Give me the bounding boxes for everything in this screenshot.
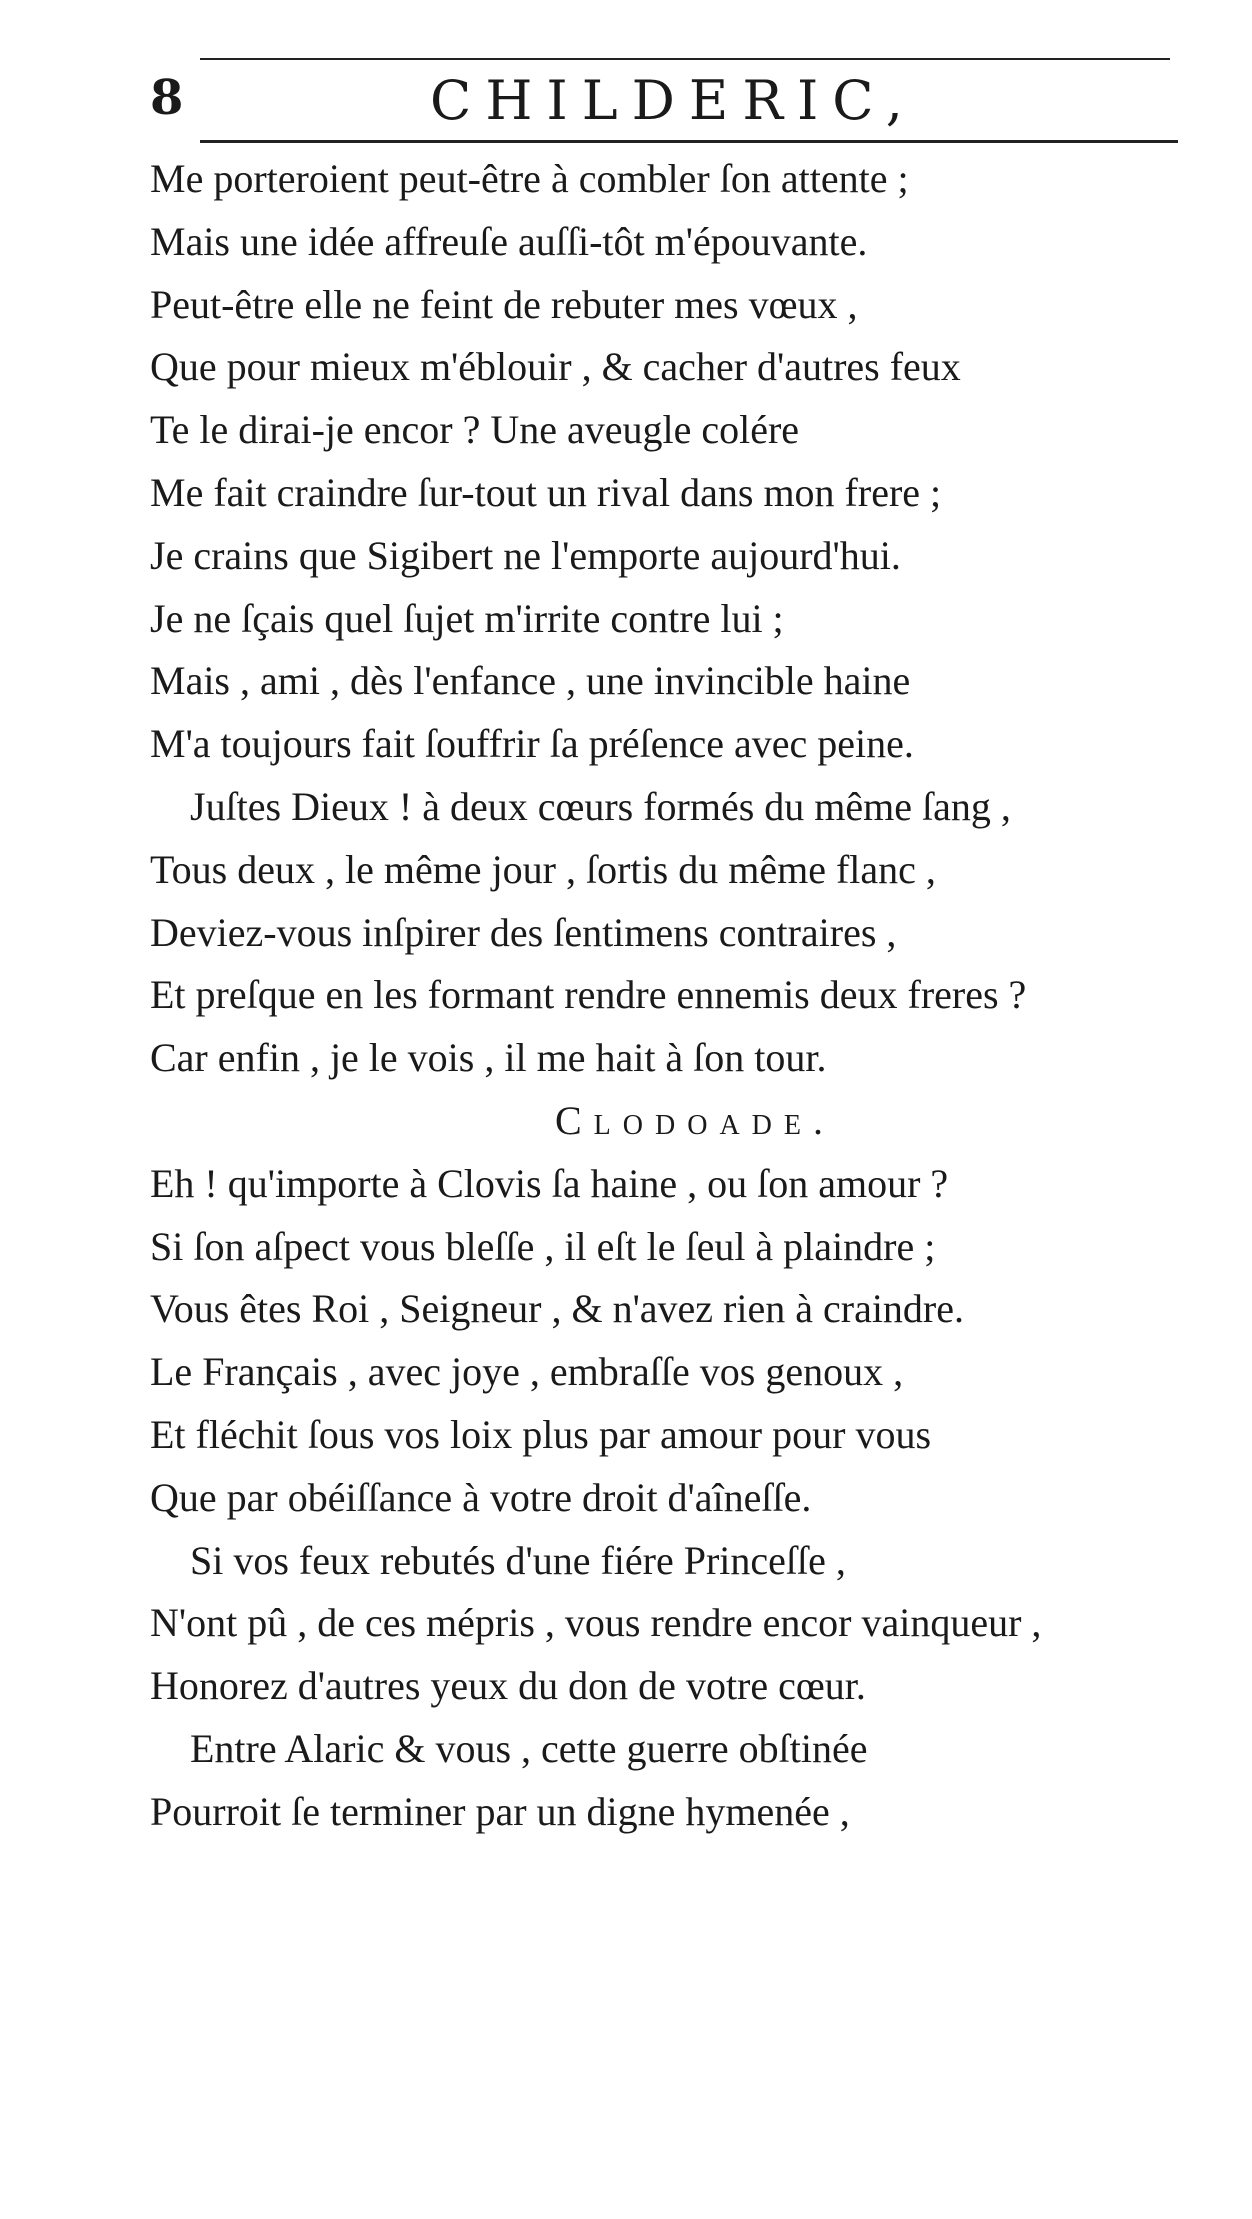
verse-text <box>150 148 1180 1844</box>
verse-line: Si vos feux rebutés d'une fiére Princeſſe , <box>190 1537 846 1583</box>
verse-line: Mais , ami , dès l'enfance , une invincible haine <box>150 658 911 704</box>
speaker-name: Clodoade. <box>555 1097 835 1143</box>
verse-line: Tous deux , le même jour , ſortis du même flanc , <box>150 846 936 892</box>
verse-line: Deviez-vous inſpirer des ſentimens contraires , <box>150 909 897 955</box>
verse-line: Pourroit ſe terminer par un digne hymenée , <box>150 1788 850 1834</box>
top-rule <box>200 58 1170 60</box>
verse-line: Peut-être elle ne feint de rebuter mes vœux , <box>150 281 858 327</box>
verse-line: Car enfin , je le vois , il me hait à ſon tour. <box>150 1035 827 1081</box>
verse-line: Et preſque en les formant rendre ennemis deux freres ? <box>150 972 1027 1018</box>
verse-line: Que par obéiſſance à votre droit d'aîneſſe. <box>150 1474 812 1520</box>
page-number: 8 <box>150 70 184 126</box>
verse-line: M'a toujours fait ſouffrir ſa préſence avec peine. <box>150 721 914 767</box>
verse-line: Et fléchit ſous vos loix plus par amour pour vous <box>150 1411 932 1457</box>
running-head: CHILDERIC, <box>430 69 917 132</box>
verse-line: Honorez d'autres yeux du don de votre cœur. <box>150 1663 866 1709</box>
verse-line: Mais une idée affreuſe auſſi-tôt m'épouvante. <box>150 218 868 264</box>
verse-line: Je crains que Sigibert ne l'emporte aujourd'hui. <box>150 532 901 578</box>
verse-line: Eh ! qu'importe à Clovis ſa haine , ou ſon amour ? <box>150 1160 949 1206</box>
verse-line: Me porteroient peut-être à combler ſon attente ; <box>150 156 909 201</box>
verse-line: Que pour mieux m'éblouir , & cacher d'autres feux <box>150 344 961 390</box>
verse-line: Te le dirai-je encor ? Une aveugle colére <box>150 407 800 453</box>
verse-line: Le Français , avec joye , embraſſe vos genoux , <box>150 1349 904 1395</box>
verse-line: Je ne ſçais quel ſujet m'irrite contre lui ; <box>150 595 784 641</box>
verse-line: Juſtes Dieux ! à deux cœurs formés du même ſang , <box>190 783 1011 829</box>
header-rule <box>200 140 1178 143</box>
verse-line: N'ont pû , de ces mépris , vous rendre encor vainqueur , <box>150 1600 1042 1646</box>
verse-line: Si ſon aſpect vous bleſſe , il eſt le ſeul à plaindre ; <box>150 1223 936 1269</box>
verse-line: Me fait craindre ſur-tout un rival dans mon frere ; <box>150 469 942 515</box>
verse-line: Vous êtes Roi , Seigneur , & n'avez rien à craindre. <box>150 1286 965 1332</box>
verse-line: Entre Alaric & vous , cette guerre obſtinée <box>190 1725 868 1771</box>
